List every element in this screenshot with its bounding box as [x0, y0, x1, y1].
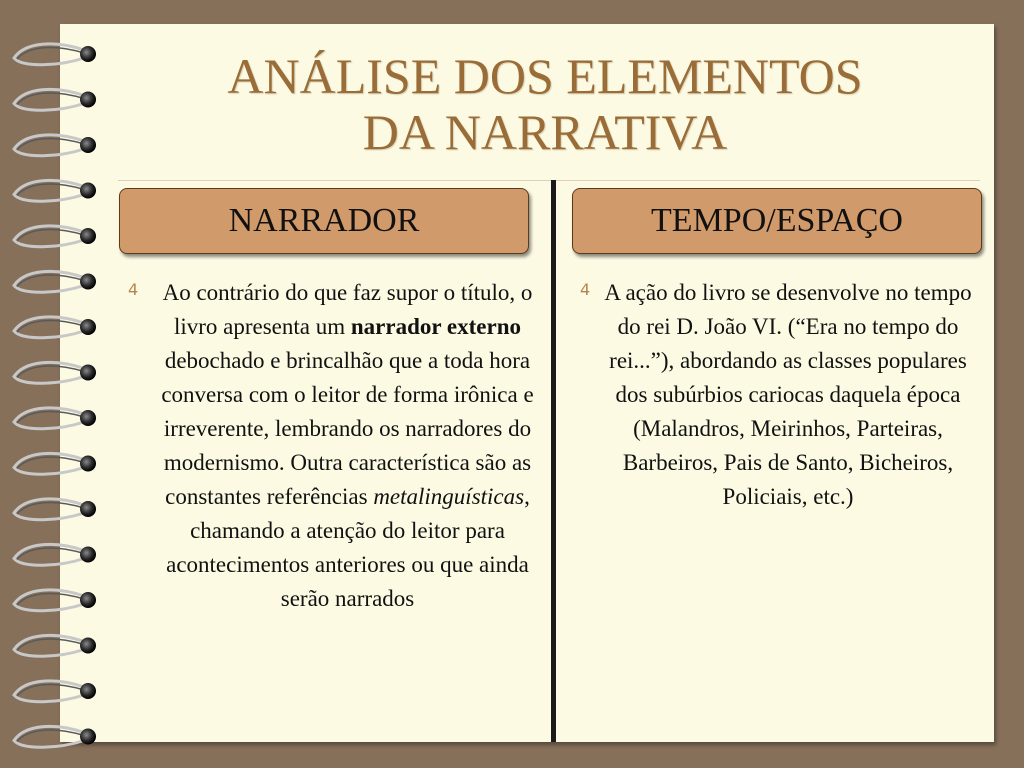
- narrador-header-label: NARRADOR: [228, 202, 420, 239]
- title-line-1: ANÁLISE DOS ELEMENTOS: [227, 48, 863, 104]
- narrador-header: [119, 188, 529, 254]
- spiral-ring: [14, 89, 96, 110]
- spiral-ring: [14, 635, 96, 656]
- tempo-espaco-header: [572, 188, 982, 254]
- spiral-binding: [0, 0, 110, 768]
- spiral-ring: [14, 590, 96, 611]
- arrow-bullet-icon: 4: [128, 280, 139, 299]
- narrador-text-part1: Ao contrário do que faz supor o título, o livro apresenta um: [162, 280, 533, 339]
- spiral-ring: [14, 226, 96, 247]
- narrador-text-bold: narrador externo: [350, 314, 522, 339]
- arrow-bullet-icon: 4: [580, 280, 591, 299]
- spiral-ring: [14, 271, 96, 292]
- spiral-ring: [14, 681, 96, 702]
- tempo-espaco-text: A ação do livro se desenvolve no tempo do rei D. João VI. (“Era no tempo do rei...”), abordando as classes populares dos subúrbios cariocas daquela época (Malandros, Meirinhos, Parteiras, Barbeiros, Pais de Santo, Bicheiros, Policiais, etc.): [604, 280, 972, 509]
- narrador-text-part3: , chamando a atenção do leitor para acontecimentos anteriores ou que ainda serão narrados: [166, 484, 530, 611]
- column-divider: [551, 180, 556, 742]
- spiral-ring: [14, 135, 96, 156]
- narrador-text: [150, 276, 545, 616]
- spiral-ring: [14, 726, 96, 747]
- spiral-ring: [14, 544, 96, 565]
- title-divider: [118, 180, 980, 181]
- title-line-2: DA NARRATIVA: [362, 104, 728, 160]
- spiral-ring: [14, 408, 96, 429]
- tempo-espaco-header-label: TEMPO/ESPAÇO: [651, 202, 903, 239]
- spiral-ring: [14, 499, 96, 520]
- spiral-ring: [14, 453, 96, 474]
- spiral-ring: [14, 362, 96, 383]
- narrador-text-part2: debochado e brincalhão que a toda hora conversa com o leitor de forma irônica e irreverente, lembrando os narradores do modernismo. Outra característica são as constantes referências: [161, 348, 534, 509]
- spiral-ring: [14, 180, 96, 201]
- spiral-ring: [14, 44, 96, 65]
- slide-title: [120, 48, 970, 160]
- narrador-text-italic: metalinguísticas: [373, 484, 525, 509]
- spiral-ring: [14, 317, 96, 338]
